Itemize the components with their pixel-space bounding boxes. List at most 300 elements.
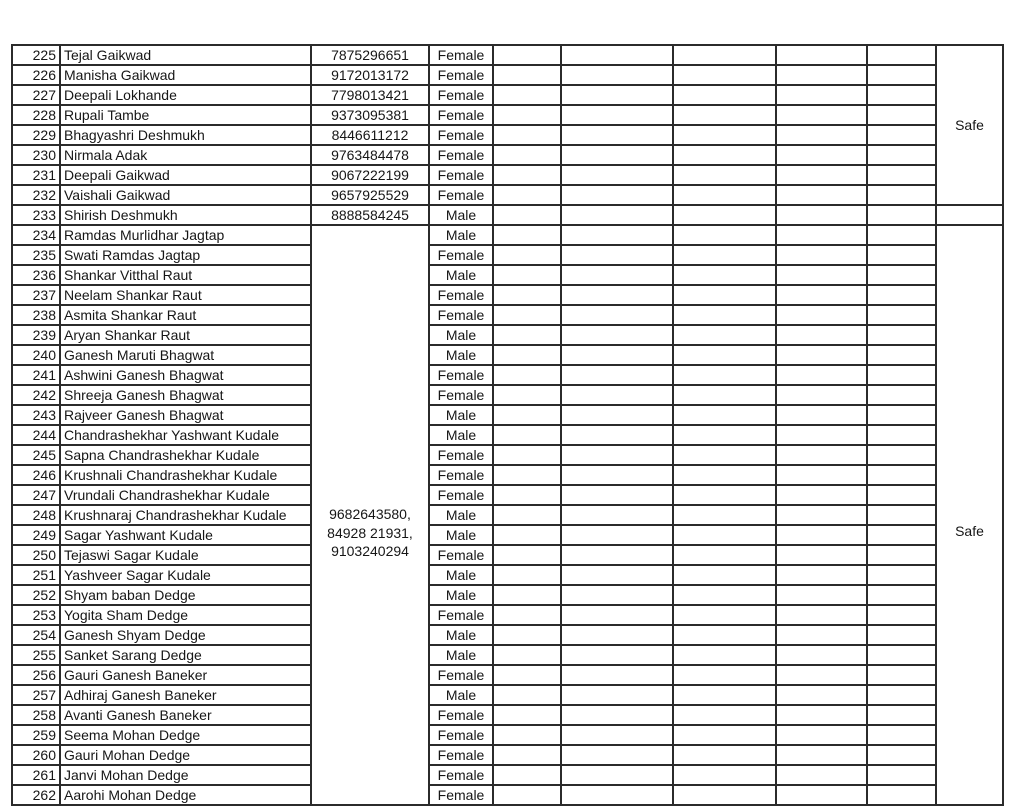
phone-cell: 7798013421 xyxy=(311,85,429,105)
empty-cell xyxy=(673,165,776,185)
empty-cell xyxy=(493,205,561,225)
empty-cell xyxy=(673,385,776,405)
empty-cell xyxy=(673,785,776,805)
row-number-cell: 250 xyxy=(12,545,60,565)
safe-label: Safe xyxy=(955,523,984,539)
table-row xyxy=(12,525,1003,545)
empty-cell xyxy=(776,565,867,585)
empty-cell xyxy=(776,745,867,765)
empty-cell xyxy=(867,425,936,445)
empty-cell xyxy=(867,505,936,525)
empty-cell xyxy=(493,345,561,365)
gender-cell: Female xyxy=(429,385,493,405)
empty-cell xyxy=(561,405,673,425)
phone-line: 84928 21931, xyxy=(327,524,413,541)
gender-cell: Female xyxy=(429,485,493,505)
name-cell: Rupali Tambe xyxy=(60,105,311,125)
empty-cell xyxy=(493,325,561,345)
empty-cell xyxy=(493,65,561,85)
empty-cell xyxy=(867,745,936,765)
empty-cell xyxy=(561,725,673,745)
gender-cell: Female xyxy=(429,165,493,185)
empty-cell xyxy=(673,485,776,505)
phone-cell: 9373095381 xyxy=(311,105,429,125)
row-number-cell: 245 xyxy=(12,445,60,465)
empty-cell xyxy=(673,625,776,645)
table-row xyxy=(12,765,1003,785)
empty-cell xyxy=(673,545,776,565)
empty-cell xyxy=(776,765,867,785)
table-row xyxy=(12,465,1003,485)
gender-cell: Female xyxy=(429,765,493,785)
row-number-cell: 240 xyxy=(12,345,60,365)
empty-cell xyxy=(561,465,673,485)
empty-cell xyxy=(673,85,776,105)
empty-cell xyxy=(776,605,867,625)
phone-cell: 9172013172 xyxy=(311,65,429,85)
row-number-cell: 226 xyxy=(12,65,60,85)
gender-cell: Female xyxy=(429,665,493,685)
empty-cell xyxy=(776,725,867,745)
empty-cell xyxy=(867,365,936,385)
table-row xyxy=(12,325,1003,345)
empty-cell xyxy=(493,625,561,645)
empty-cell xyxy=(673,145,776,165)
empty-cell xyxy=(561,385,673,405)
row-number-cell: 247 xyxy=(12,485,60,505)
empty-cell xyxy=(561,685,673,705)
row-number-cell: 256 xyxy=(12,665,60,685)
table-row xyxy=(12,285,1003,305)
gender-cell: Male xyxy=(429,565,493,585)
name-cell: Shreeja Ganesh Bhagwat xyxy=(60,385,311,405)
empty-cell xyxy=(673,705,776,725)
empty-cell xyxy=(776,405,867,425)
empty-cell xyxy=(493,585,561,605)
row-number-cell: 255 xyxy=(12,645,60,665)
empty-cell xyxy=(561,605,673,625)
empty-cell xyxy=(776,365,867,385)
empty-cell xyxy=(493,745,561,765)
phone-cell: 9657925529 xyxy=(311,185,429,205)
name-cell: Adhiraj Ganesh Baneker xyxy=(60,685,311,705)
empty-cell xyxy=(561,65,673,85)
empty-cell xyxy=(776,245,867,265)
empty-cell xyxy=(776,485,867,505)
row-number-cell: 242 xyxy=(12,385,60,405)
empty-cell xyxy=(561,765,673,785)
empty-cell xyxy=(561,665,673,685)
empty-cell xyxy=(776,585,867,605)
empty-cell xyxy=(561,205,673,225)
empty-cell xyxy=(673,525,776,545)
gender-cell: Female xyxy=(429,725,493,745)
table-row xyxy=(12,745,1003,765)
empty-cell xyxy=(776,445,867,465)
empty-cell xyxy=(673,105,776,125)
empty-cell xyxy=(867,445,936,465)
row-number-cell: 262 xyxy=(12,785,60,805)
name-cell: Manisha Gaikwad xyxy=(60,65,311,85)
gender-cell: Male xyxy=(429,325,493,345)
phone-cell: 8888584245 xyxy=(311,205,429,225)
name-cell: Nirmala Adak xyxy=(60,145,311,165)
empty-cell xyxy=(776,105,867,125)
row-number-cell: 249 xyxy=(12,525,60,545)
name-cell: Ganesh Shyam Dedge xyxy=(60,625,311,645)
table-row xyxy=(12,165,1003,185)
phone-line: 9103240294 xyxy=(331,543,409,560)
row-number-cell: 236 xyxy=(12,265,60,285)
table-row xyxy=(12,85,1003,105)
row-number-cell: 227 xyxy=(12,85,60,105)
empty-cell xyxy=(673,505,776,525)
name-cell: Avanti Ganesh Baneker xyxy=(60,705,311,725)
table-row xyxy=(12,445,1003,465)
row-number-cell: 246 xyxy=(12,465,60,485)
empty-cell xyxy=(867,545,936,565)
row-number-cell: 241 xyxy=(12,365,60,385)
row-number-cell: 232 xyxy=(12,185,60,205)
phone-line: 9682643580, xyxy=(329,505,411,522)
empty-cell xyxy=(867,305,936,325)
gender-cell: Female xyxy=(429,745,493,765)
gender-cell: Female xyxy=(429,45,493,65)
name-cell: Deepali Lokhande xyxy=(60,85,311,105)
empty-cell xyxy=(561,45,673,65)
empty-cell xyxy=(493,705,561,725)
row-number-cell: 244 xyxy=(12,425,60,445)
empty-cell xyxy=(776,685,867,705)
empty-cell xyxy=(561,645,673,665)
empty-cell xyxy=(561,785,673,805)
empty-cell xyxy=(776,305,867,325)
table-row xyxy=(12,665,1003,685)
empty-cell xyxy=(776,225,867,245)
name-cell: Shankar Vitthal Raut xyxy=(60,265,311,285)
row-number-cell: 230 xyxy=(12,145,60,165)
empty-cell xyxy=(673,405,776,425)
row-number-cell: 260 xyxy=(12,745,60,765)
empty-cell xyxy=(561,625,673,645)
empty-cell xyxy=(673,425,776,445)
empty-cell xyxy=(561,705,673,725)
empty-cell xyxy=(673,665,776,685)
empty-cell xyxy=(776,465,867,485)
empty-cell xyxy=(561,265,673,285)
name-cell: Rajveer Ganesh Bhagwat xyxy=(60,405,311,425)
empty-cell xyxy=(561,425,673,445)
empty-cell xyxy=(493,685,561,705)
table-row xyxy=(12,505,1003,525)
empty-cell xyxy=(867,665,936,685)
table-row xyxy=(12,685,1003,705)
name-cell: Sapna Chandrashekhar Kudale xyxy=(60,445,311,465)
row-number-cell: 225 xyxy=(12,45,60,65)
empty-cell xyxy=(867,205,936,225)
empty-cell xyxy=(867,705,936,725)
empty-cell xyxy=(776,125,867,145)
row-number-cell: 254 xyxy=(12,625,60,645)
empty-cell xyxy=(493,225,561,245)
table-row xyxy=(12,405,1003,425)
table-row xyxy=(12,385,1003,405)
empty-cell xyxy=(561,565,673,585)
table-row xyxy=(12,205,1003,225)
empty-cell xyxy=(673,725,776,745)
gender-cell: Female xyxy=(429,545,493,565)
empty-cell xyxy=(673,125,776,145)
empty-cell xyxy=(673,205,776,225)
row-number-cell: 248 xyxy=(12,505,60,525)
empty-cell xyxy=(867,585,936,605)
gender-cell: Male xyxy=(429,265,493,285)
name-cell: Asmita Shankar Raut xyxy=(60,305,311,325)
empty-cell xyxy=(673,565,776,585)
empty-cell xyxy=(493,785,561,805)
empty-cell xyxy=(776,285,867,305)
empty-cell xyxy=(776,185,867,205)
table-row xyxy=(12,645,1003,665)
table-row xyxy=(12,785,1003,805)
name-cell: Krushnaraj Chandrashekhar Kudale xyxy=(60,505,311,525)
empty-cell xyxy=(673,365,776,385)
empty-cell xyxy=(561,325,673,345)
empty-cell xyxy=(776,785,867,805)
table-body xyxy=(12,45,1003,805)
empty-cell xyxy=(561,445,673,465)
empty-cell xyxy=(561,225,673,245)
empty-cell xyxy=(493,665,561,685)
empty-cell xyxy=(867,485,936,505)
table-row xyxy=(12,65,1003,85)
empty-cell xyxy=(673,305,776,325)
table-row xyxy=(12,425,1003,445)
empty-cell xyxy=(867,565,936,585)
gender-cell: Male xyxy=(429,405,493,425)
empty-cell xyxy=(493,305,561,325)
empty-cell xyxy=(867,385,936,405)
row-number-cell: 231 xyxy=(12,165,60,185)
empty-cell xyxy=(561,305,673,325)
phone-cell: 8446611212 xyxy=(311,125,429,145)
name-cell: Vrundali Chandrashekhar Kudale xyxy=(60,485,311,505)
gender-cell: Male xyxy=(429,505,493,525)
empty-cell xyxy=(673,345,776,365)
empty-cell xyxy=(673,645,776,665)
table-row xyxy=(12,705,1003,725)
name-cell: Yashveer Sagar Kudale xyxy=(60,565,311,585)
empty-cell xyxy=(493,145,561,165)
gender-cell: Male xyxy=(429,525,493,545)
empty-cell xyxy=(776,505,867,525)
empty-cell xyxy=(561,745,673,765)
name-cell: Swati Ramdas Jagtap xyxy=(60,245,311,265)
empty-cell xyxy=(776,625,867,645)
gender-cell: Female xyxy=(429,445,493,465)
empty-cell xyxy=(493,405,561,425)
empty-cell xyxy=(776,645,867,665)
phone-cell: 7875296651 xyxy=(311,45,429,65)
row-number-cell: 243 xyxy=(12,405,60,425)
table-row xyxy=(12,485,1003,505)
empty-cell xyxy=(673,445,776,465)
empty-cell xyxy=(493,565,561,585)
empty-cell xyxy=(561,485,673,505)
empty-cell xyxy=(561,505,673,525)
empty-cell xyxy=(673,465,776,485)
empty-cell xyxy=(561,105,673,125)
row-number-cell: 239 xyxy=(12,325,60,345)
empty-cell xyxy=(867,605,936,625)
name-cell: Ganesh Maruti Bhagwat xyxy=(60,345,311,365)
empty-cell xyxy=(867,45,936,65)
row-number-cell: 229 xyxy=(12,125,60,145)
safe-status-cell xyxy=(936,205,1003,225)
gender-cell: Female xyxy=(429,125,493,145)
name-cell: Shyam baban Dedge xyxy=(60,585,311,605)
name-cell: Chandrashekhar Yashwant Kudale xyxy=(60,425,311,445)
table-row xyxy=(12,345,1003,365)
empty-cell xyxy=(867,405,936,425)
name-cell: Bhagyashri Deshmukh xyxy=(60,125,311,145)
name-cell: Shirish Deshmukh xyxy=(60,205,311,225)
empty-cell xyxy=(776,65,867,85)
phone-cell: 9067222199 xyxy=(311,165,429,185)
phone-cell: 9763484478 xyxy=(311,145,429,165)
empty-cell xyxy=(493,605,561,625)
empty-cell xyxy=(867,185,936,205)
empty-cell xyxy=(493,185,561,205)
table-row xyxy=(12,225,1003,245)
empty-cell xyxy=(673,605,776,625)
row-number-cell: 257 xyxy=(12,685,60,705)
empty-cell xyxy=(673,585,776,605)
empty-cell xyxy=(561,525,673,545)
empty-cell xyxy=(867,685,936,705)
name-cell: Gauri Mohan Dedge xyxy=(60,745,311,765)
empty-cell xyxy=(493,525,561,545)
table-row xyxy=(12,265,1003,285)
empty-cell xyxy=(561,125,673,145)
empty-cell xyxy=(867,125,936,145)
empty-cell xyxy=(867,645,936,665)
empty-cell xyxy=(493,485,561,505)
row-number-cell: 252 xyxy=(12,585,60,605)
empty-cell xyxy=(673,265,776,285)
table-row xyxy=(12,45,1003,65)
name-cell: Tejal Gaikwad xyxy=(60,45,311,65)
empty-cell xyxy=(673,185,776,205)
phone-merged-cell xyxy=(311,225,429,805)
row-number-cell: 233 xyxy=(12,205,60,225)
empty-cell xyxy=(867,85,936,105)
empty-cell xyxy=(561,365,673,385)
empty-cell xyxy=(493,765,561,785)
empty-cell xyxy=(493,85,561,105)
name-cell: Sagar Yashwant Kudale xyxy=(60,525,311,545)
row-number-cell: 228 xyxy=(12,105,60,125)
empty-cell xyxy=(493,465,561,485)
name-cell: Ramdas Murlidhar Jagtap xyxy=(60,225,311,245)
gender-cell: Male xyxy=(429,345,493,365)
empty-cell xyxy=(493,125,561,145)
table-row xyxy=(12,365,1003,385)
gender-cell: Female xyxy=(429,185,493,205)
name-cell: Sanket Sarang Dedge xyxy=(60,645,311,665)
table-row xyxy=(12,605,1003,625)
row-number-cell: 235 xyxy=(12,245,60,265)
name-cell: Vaishali Gaikwad xyxy=(60,185,311,205)
empty-cell xyxy=(673,225,776,245)
empty-cell xyxy=(493,425,561,445)
empty-cell xyxy=(776,665,867,685)
empty-cell xyxy=(867,325,936,345)
row-number-cell: 253 xyxy=(12,605,60,625)
table-row xyxy=(12,105,1003,125)
empty-cell xyxy=(776,45,867,65)
empty-cell xyxy=(493,505,561,525)
empty-cell xyxy=(493,105,561,125)
empty-cell xyxy=(561,185,673,205)
empty-cell xyxy=(867,285,936,305)
empty-cell xyxy=(493,385,561,405)
empty-cell xyxy=(867,225,936,245)
name-cell: Aarohi Mohan Dedge xyxy=(60,785,311,805)
empty-cell xyxy=(867,345,936,365)
table-row xyxy=(12,585,1003,605)
empty-cell xyxy=(493,545,561,565)
empty-cell xyxy=(776,545,867,565)
gender-cell: Male xyxy=(429,425,493,445)
name-cell: Gauri Ganesh Baneker xyxy=(60,665,311,685)
empty-cell xyxy=(561,165,673,185)
empty-cell xyxy=(867,785,936,805)
empty-cell xyxy=(561,585,673,605)
empty-cell xyxy=(673,285,776,305)
empty-cell xyxy=(867,65,936,85)
table-row xyxy=(12,185,1003,205)
empty-cell xyxy=(867,525,936,545)
name-cell: Ashwini Ganesh Bhagwat xyxy=(60,365,311,385)
empty-cell xyxy=(776,425,867,445)
gender-cell: Male xyxy=(429,645,493,665)
empty-cell xyxy=(867,465,936,485)
row-number-cell: 261 xyxy=(12,765,60,785)
name-cell: Seema Mohan Dedge xyxy=(60,725,311,745)
name-cell: Deepali Gaikwad xyxy=(60,165,311,185)
empty-cell xyxy=(673,325,776,345)
gender-cell: Female xyxy=(429,105,493,125)
empty-cell xyxy=(493,725,561,745)
empty-cell xyxy=(493,645,561,665)
empty-cell xyxy=(561,245,673,265)
safe-status-cell xyxy=(936,225,1003,805)
empty-cell xyxy=(493,445,561,465)
empty-cell xyxy=(867,265,936,285)
name-cell: Yogita Sham Dedge xyxy=(60,605,311,625)
empty-cell xyxy=(493,45,561,65)
empty-cell xyxy=(673,685,776,705)
empty-cell xyxy=(867,165,936,185)
empty-cell xyxy=(776,325,867,345)
table-row xyxy=(12,625,1003,645)
gender-cell: Female xyxy=(429,145,493,165)
safe-status-cell xyxy=(936,45,1003,205)
empty-cell xyxy=(776,145,867,165)
empty-cell xyxy=(493,165,561,185)
gender-cell: Male xyxy=(429,685,493,705)
